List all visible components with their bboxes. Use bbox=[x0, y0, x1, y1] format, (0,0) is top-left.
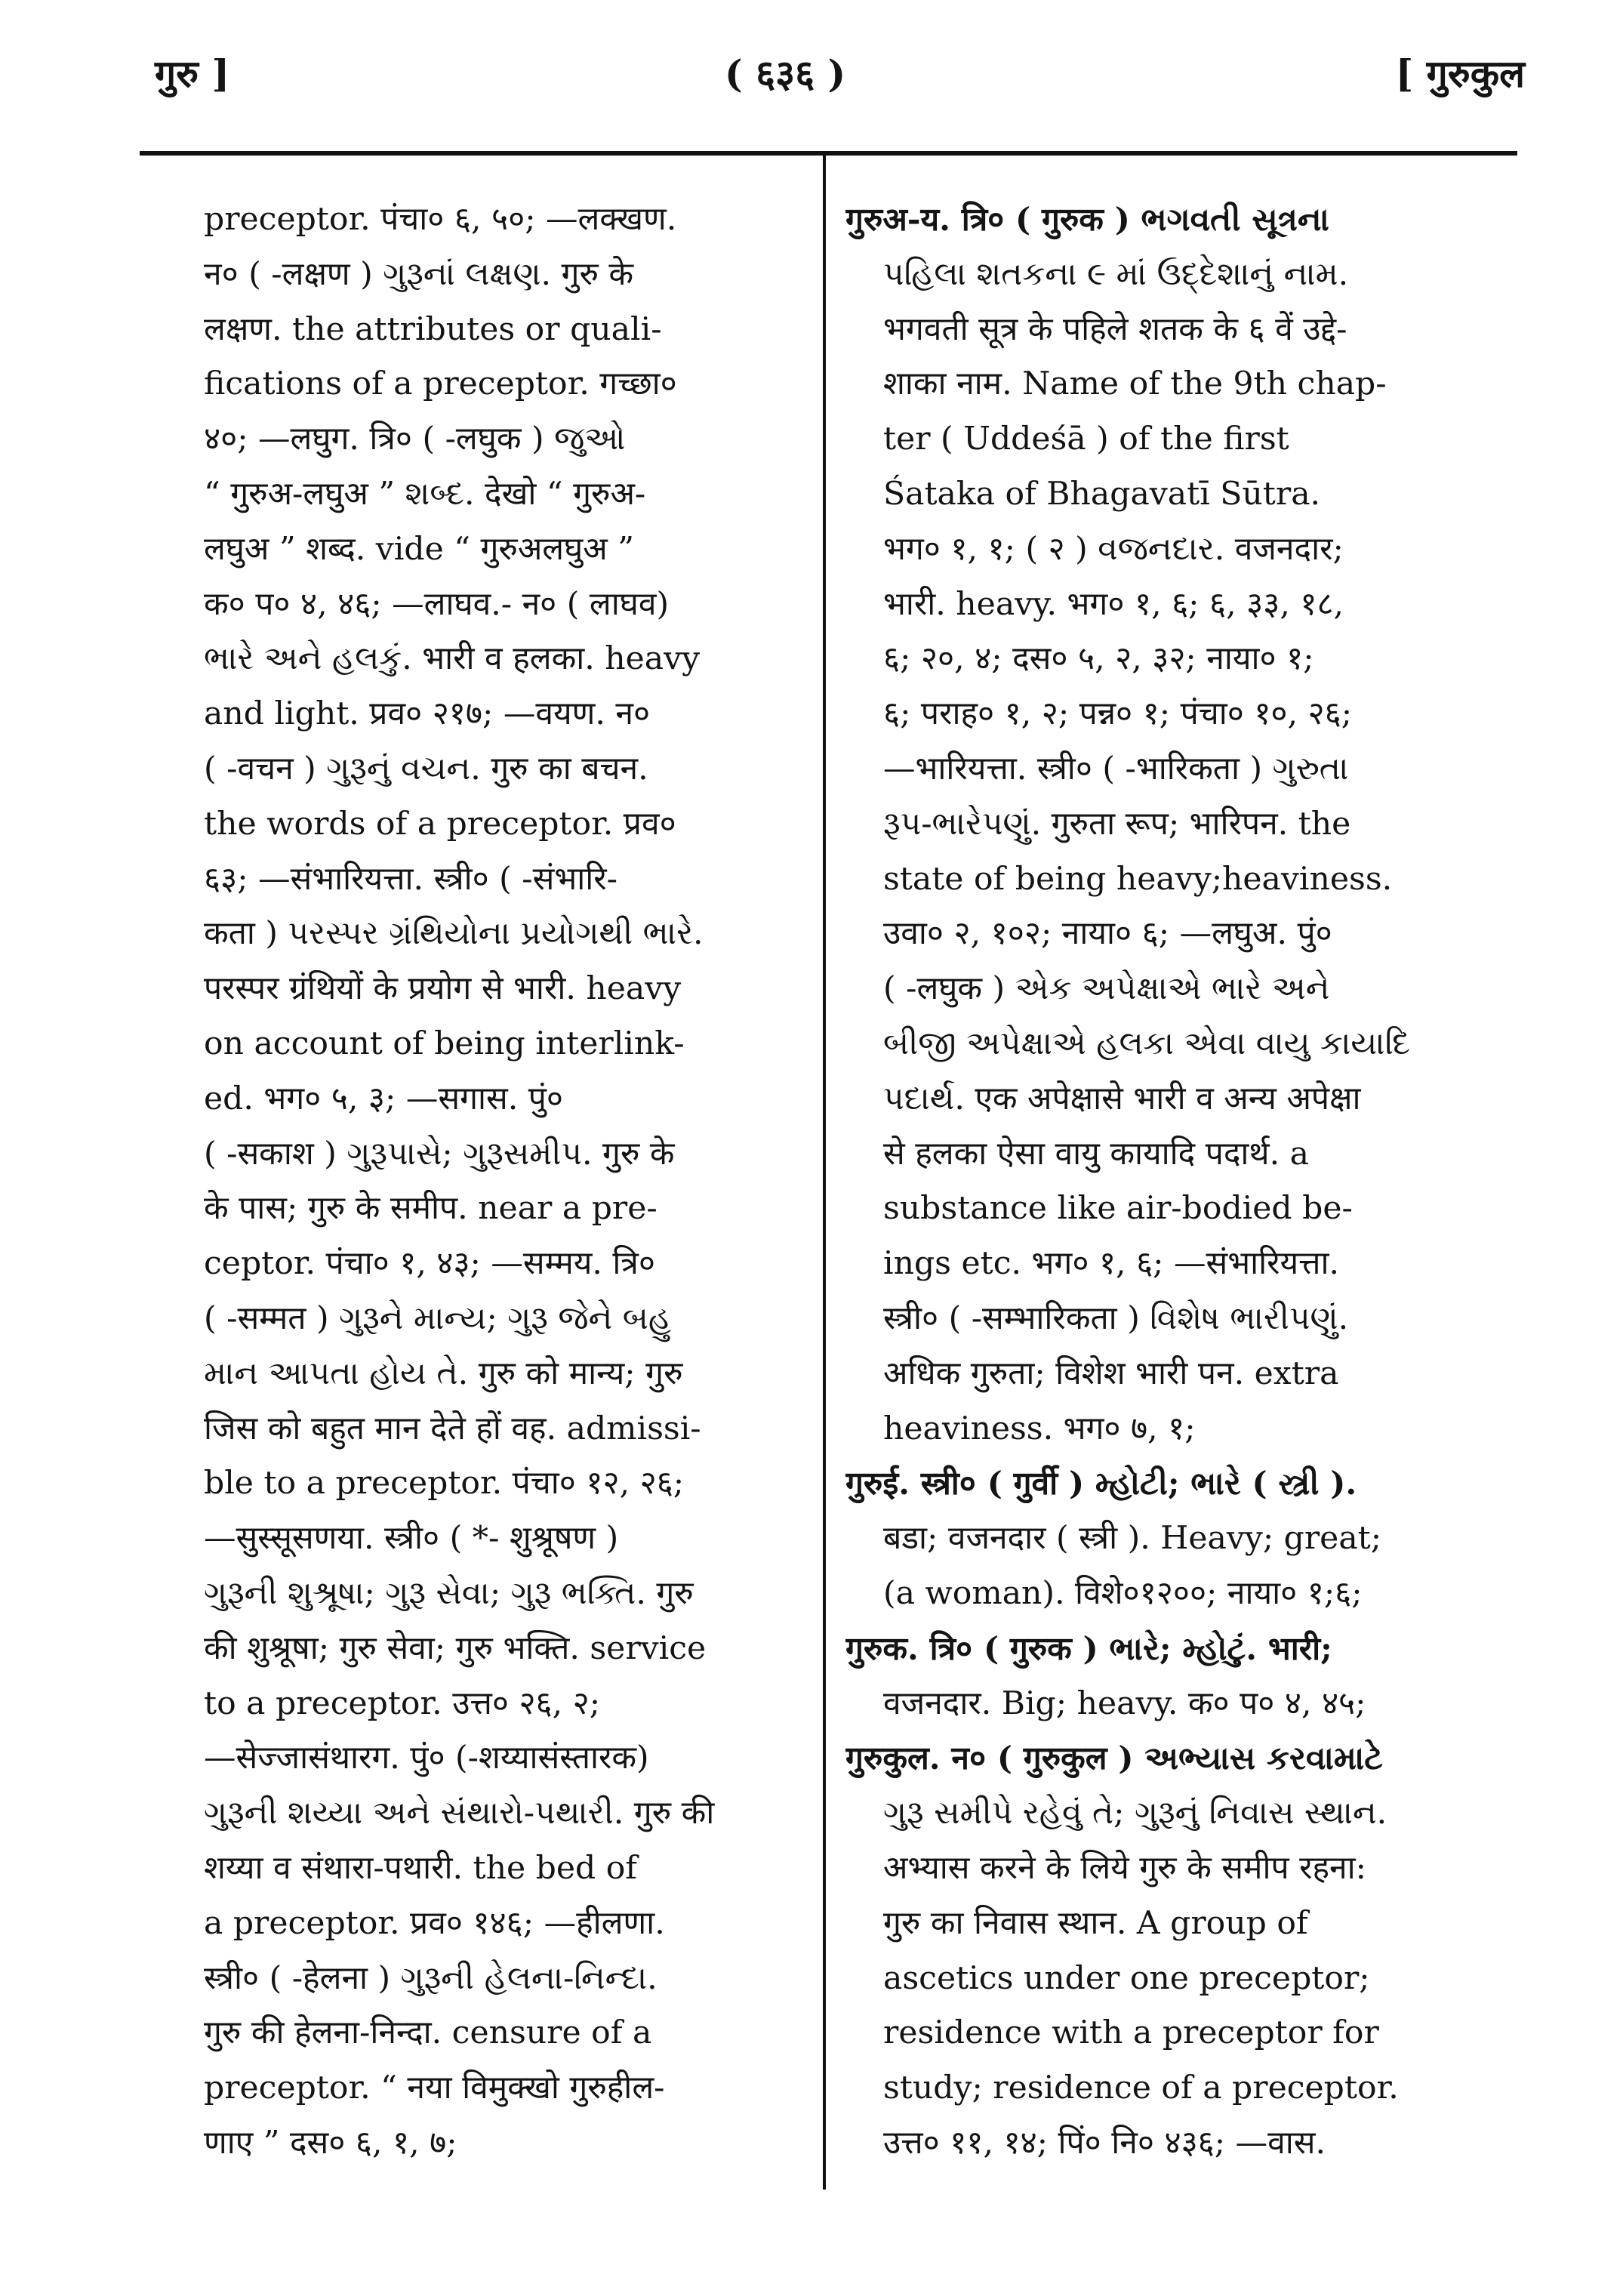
entry-headword-line: गुरुक. त्रि० ( गुरुक ) ભારે; મ્હોટું. भारी; bbox=[845, 1629, 1332, 1668]
column-divider bbox=[823, 151, 826, 2190]
text-line: પહિલા શતકના ૯ માં ઉદ્દેશાનું નામ. bbox=[883, 255, 1349, 293]
text-line: ascetics under one preceptor; bbox=[883, 1959, 1370, 1997]
text-line: वजनदार. Big; heavy. क० प० ४, ४५; bbox=[883, 1684, 1366, 1722]
text-line: ६३; —संभारियत्ता. स्त्री० ( -संभारि- bbox=[204, 860, 618, 898]
text-line: —सेज्जासंथारग. पुं० (-शय्यासंस्तारक) bbox=[204, 1740, 649, 1777]
text-line: (a woman). विशे०१२००; नाया० १;६; bbox=[883, 1574, 1363, 1612]
text-line: ( -लघुक ) એક અપેક્ષાએ ભારે અને bbox=[883, 970, 1330, 1008]
text-line: —सुस्सूसणया. स्त्री० ( *- शुश्रूषण ) bbox=[204, 1520, 619, 1558]
text-line: ed. भग० ५, ३; —सगास. पुं० bbox=[204, 1080, 563, 1117]
text-line: लघुअ ” शब्द. vide “ गुरुअलघुअ ” bbox=[204, 530, 634, 568]
header-right-guideword: [ गुरुकुल bbox=[1395, 51, 1525, 96]
header-left-guideword: गुरु ] bbox=[155, 51, 230, 96]
entry-headword-line: गुरुअ-य. त्रि० ( गुरुक ) ભગવતી સૂત્રના bbox=[845, 201, 1329, 239]
text-line: fications of a preceptor. गच्छा० bbox=[204, 365, 677, 403]
text-line: state of being heavy;heaviness. bbox=[883, 860, 1393, 898]
text-line: शय्या व संथारा-पथारी. the bed of bbox=[204, 1849, 638, 1887]
text-line: भारी. heavy. भग० १, ६; ६, ३३, १८, bbox=[883, 585, 1344, 623]
text-line: भगवती सूत्र के पहिले शतक के ६ वें उद्दे- bbox=[883, 310, 1347, 348]
text-line: के पास; गुरु के समीप. near a pre- bbox=[204, 1190, 658, 1228]
text-line: ings etc. भग० १, ६; —संभारियत्ता. bbox=[883, 1245, 1340, 1283]
text-line: the words of a preceptor. प्रव० bbox=[204, 805, 676, 843]
text-line: न० ( -लक्षण ) ગુરૂનાં લક્ષણ. गुरु के bbox=[204, 255, 634, 293]
text-line: ભારે અને હલકું. भारी व हलका. heavy bbox=[204, 640, 701, 678]
text-line: ( -सम्मत ) ગુરૂને માન્ય; ગુરૂ જેને બહુ bbox=[204, 1299, 672, 1337]
text-line: उवा० २, १०२; नाया० ६; —लघुअ. पुं० bbox=[883, 915, 1332, 953]
text-line: गुरु की हेलना-निन्दा. censure of a bbox=[204, 2014, 652, 2052]
text-line: રૂપ-ભારેપણું. गुरुता रूप; भारिपन. the bbox=[883, 805, 1351, 843]
text-line: भग० १, १; ( २ ) વજનદાર. वजनदार; bbox=[883, 530, 1344, 568]
text-line: ( -सकाश ) ગુરૂપાસે; ગુરૂસમીપ. गुरु के bbox=[204, 1135, 675, 1173]
text-line: उत्त० ११, १४; पिं० नि० ४३६; —वास. bbox=[883, 2124, 1326, 2162]
text-line: heaviness. भग० ७, १; bbox=[883, 1410, 1196, 1447]
text-line: से हलका ऐसा वायु कायादि पदार्थ. a bbox=[883, 1135, 1309, 1173]
text-line: ceptor. पंचा० १, ४३; —सम्मय. त्रि० bbox=[204, 1245, 655, 1283]
text-line: अधिक गुरुता; विशेश भारी पन. extra bbox=[883, 1354, 1339, 1392]
text-line: માન આપતા હોય તે. गुरु को मान्य; गुरु bbox=[204, 1354, 683, 1392]
text-line: and light. प्रव० २१७; —वयण. न० bbox=[204, 695, 651, 733]
text-line: ગુરૂની શય્યા અને સંથારો-પથારી. गुरु की bbox=[204, 1795, 715, 1832]
text-line: जिस को बहुत मान देते हों वह. admissi- bbox=[204, 1410, 701, 1447]
text-line: शाका नाम. Name of the 9th chap- bbox=[883, 365, 1387, 403]
text-line: परस्पर ग्रंथियों के प्रयोग से भारी. heavy bbox=[204, 970, 682, 1008]
entry-headword-line: गुरुई. स्त्री० ( गुर्वी ) મ્હોટી; ભારે ( સ્ત્રી ). bbox=[845, 1465, 1357, 1503]
entry-headword-line: गुरुकुल. न० ( गुरुकुल ) અભ્યાસ કરવામાટે bbox=[845, 1740, 1384, 1778]
text-line: ter ( Uddeśā ) of the first bbox=[883, 421, 1289, 458]
page-number: ( ६३६ ) bbox=[725, 51, 846, 96]
text-line: लक्षण. the attributes or quali- bbox=[204, 310, 662, 348]
text-line: की शुश्रूषा; गुरु सेवा; गुरु भक्ति. service bbox=[204, 1629, 707, 1667]
text-line: substance like air-bodied be- bbox=[883, 1190, 1353, 1228]
right-column bbox=[845, 193, 1476, 2171]
text-line: स्त्री० ( -सम्भारिकता ) વિશેષ ભારીપણું. bbox=[883, 1299, 1349, 1337]
text-line: स्त्री० ( -हेलना ) ગુરૂની હેલના-નિન્દા. bbox=[204, 1959, 658, 1997]
text-line: બીજી અપેક્ષાએ હલકા એવા વાયુ કાયાદિ bbox=[883, 1025, 1410, 1062]
text-line: “ गुरुअ-लघुअ ” શબ્દ. देखो “ गुरुअ- bbox=[204, 475, 646, 513]
text-line: Śataka of Bhagavatī Sūtra. bbox=[883, 475, 1321, 513]
text-line: बडा; वजनदार ( स्त्री ). Heavy; great; bbox=[883, 1520, 1382, 1558]
text-line: ગુરૂની શુશ્રૂષા; ગુરૂ સેવા; ગુરૂ ભક્તિ. गुरु bbox=[204, 1574, 694, 1612]
text-line: ble to a preceptor. पंचा० १२, २६; bbox=[204, 1465, 685, 1502]
text-line: a preceptor. प्रव० १४६; —हीलणा. bbox=[204, 1904, 665, 1942]
text-line: ६; पराह० १, २; पन्न० १; पंचा० १०, २६; bbox=[883, 695, 1353, 733]
text-line: પદાર્થ. एक अपेक्षासे भारी व अन्य अपेक्षा bbox=[883, 1080, 1361, 1117]
text-line: preceptor. “ नया विमुक्खो गुरुहील- bbox=[204, 2069, 665, 2107]
text-line: कता ) પરસ્પર ગ્રંથિયોના પ્રયોગથી ભારે. bbox=[204, 915, 704, 953]
text-line: गुरु का निवास स्थान. A group of bbox=[883, 1904, 1308, 1942]
text-line: अभ्यास करने के लिये गुरु के समीप रहना: bbox=[883, 1849, 1366, 1887]
text-line: णाए ” दस० ६, १, ७; bbox=[204, 2124, 457, 2162]
text-line: ( -वचन ) ગુરૂનું વચન. गुरु का बचन. bbox=[204, 750, 648, 787]
text-line: on account of being interlink- bbox=[204, 1025, 685, 1062]
text-line: क० प० ४, ४६; —लाघव.- न० ( लाघव) bbox=[204, 585, 670, 623]
text-line: preceptor. पंचा० ६, ५०; —लक्खण. bbox=[204, 201, 677, 238]
text-line: residence with a preceptor for bbox=[883, 2014, 1379, 2052]
text-line: ગુરૂ સમીપે રહેવું તે; ગુરૂનું નિવાસ સ્થાન. bbox=[883, 1795, 1387, 1832]
text-line: to a preceptor. उत्त० २६, २; bbox=[204, 1684, 601, 1722]
left-column bbox=[204, 193, 796, 2171]
text-line: —भारियत्ता. स्त्री० ( -भारिकता ) ગુરુતા bbox=[883, 750, 1349, 787]
text-line: ६; २०, ४; दस० ५, २, ३२; नाया० १; bbox=[883, 640, 1314, 678]
header-rule bbox=[140, 151, 1517, 156]
text-line: ४०; —लघुग. त्रि० ( -लघुक ) જુઓ bbox=[204, 421, 626, 458]
text-line: study; residence of a preceptor. bbox=[883, 2069, 1399, 2107]
